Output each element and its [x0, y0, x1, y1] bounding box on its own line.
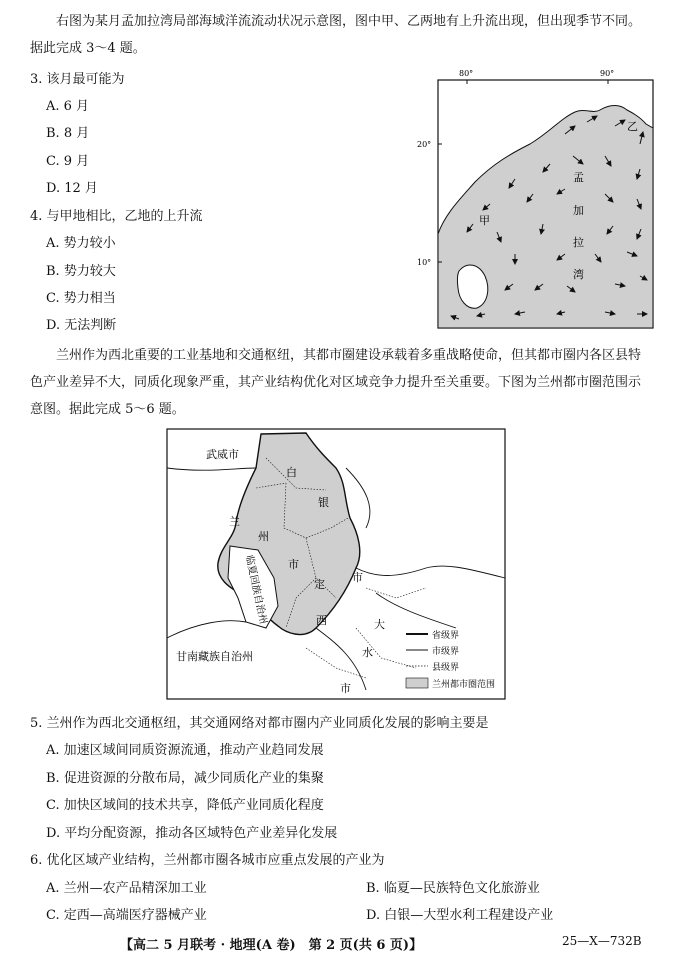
label-zhou: 州: [258, 530, 269, 543]
label-meng: 孟: [573, 171, 584, 184]
label-shi-3: 市: [340, 682, 351, 695]
label-jia: 加: [573, 204, 584, 217]
lat-10-label: 10°: [417, 258, 432, 267]
q4-option-a: A. 势力较小: [46, 236, 116, 251]
label-yin: 银: [318, 496, 329, 509]
q6-option-d: D. 白银—大型水利工程建设产业: [366, 908, 554, 923]
footer-page-info: 【高二 5 月联考 · 地理(A 卷) 第 2 页(共 6 页)】: [120, 938, 423, 953]
footer-code: 25—X—732B: [562, 934, 642, 948]
legend-city: 市级界: [432, 647, 460, 657]
question-5-stem: 5. 兰州作为西北交通枢纽，其交通网络对都市圈内产业同质化发展的影响主要是: [30, 716, 489, 731]
q5-option-a: A. 加速区域间同质资源流通，推动产业趋同发展: [46, 743, 324, 758]
legend-metro: 兰州都市圈范围: [432, 680, 496, 690]
question-3-stem: 3. 该月最可能为: [30, 72, 125, 87]
lanzhou-metro-map: [166, 428, 506, 700]
q6-option-b: B. 临夏—民族特色文化旅游业: [366, 881, 540, 896]
label-xi: 西: [316, 614, 327, 627]
question-6-stem: 6. 优化区域产业结构，兰州都市圈各城市应重点发展的产业为: [30, 853, 385, 868]
label-wan: 湾: [573, 268, 584, 281]
label-bai: 白: [286, 466, 297, 479]
label-la: 拉: [573, 236, 584, 249]
label-gannan: 甘南藏族自治州: [176, 650, 253, 663]
q3-option-c: C. 9 月: [46, 154, 90, 169]
legend-province: 省级界: [432, 631, 460, 641]
legend-metro-swatch: [406, 678, 428, 688]
label-shi-1: 市: [288, 558, 299, 571]
intro-paragraph-1: 右图为某月孟加拉湾局部海域洋流流动状况示意图，图中甲、乙两地有上升流出现，但出现季节不同。据此完成 3～4 题。: [30, 14, 642, 56]
q3-option-a: A. 6 月: [46, 99, 90, 114]
q6-option-c: C. 定西—高端医疗器械产业: [46, 908, 207, 923]
q6-option-a: A. 兰州—农产品精深加工业: [46, 881, 207, 896]
q4-option-c: C. 势力相当: [46, 291, 116, 306]
label-wuwei: 武威市: [206, 448, 239, 461]
label-jia-point: 甲: [479, 214, 490, 227]
intro-paragraph-2: 兰州作为西北重要的工业基地和交通枢纽，其都市圈建设承载着多重战略使命，但其都市圈内各区县特色产业差异不大，同质化现象严重，其产业结构优化对区域竞争力提升至关重要。下图为兰州都市圈范围示意图。据此完成 5～6 题。: [30, 348, 642, 417]
lon-90-label: 90°: [600, 69, 615, 78]
bay-of-bengal-map-svg: [415, 64, 660, 334]
q3-option-d: D. 12 月: [46, 181, 98, 196]
label-shi-2: 市: [352, 571, 363, 584]
q3-option-b: B. 8 月: [46, 126, 90, 141]
label-shui: 水: [362, 646, 373, 659]
lat-20-label: 20°: [417, 140, 432, 149]
q5-option-c: C. 加快区域间的技术共享，降低产业同质化程度: [46, 798, 324, 813]
q5-option-b: B. 促进资源的分散布局，减少同质化产业的集聚: [46, 771, 324, 786]
label-lan: 兰: [229, 515, 240, 528]
bay-of-bengal-map: [415, 64, 660, 334]
q4-option-d: D. 无法判断: [46, 318, 117, 333]
q4-option-b: B. 势力较大: [46, 264, 116, 279]
label-linxia: 临夏回族自治州: [243, 554, 269, 626]
question-4-stem: 4. 与甲地相比，乙地的上升流: [30, 209, 203, 224]
q5-option-d: D. 平均分配资源，推动各区域特色产业差异化发展: [46, 826, 338, 841]
legend-county: 县级界: [432, 663, 460, 673]
lanzhou-metro-map-svg: [166, 428, 506, 700]
lon-80-label: 80°: [459, 69, 474, 78]
label-yi: 乙: [627, 120, 638, 133]
label-da: 大: [374, 618, 385, 631]
label-ding: 定: [314, 578, 325, 591]
